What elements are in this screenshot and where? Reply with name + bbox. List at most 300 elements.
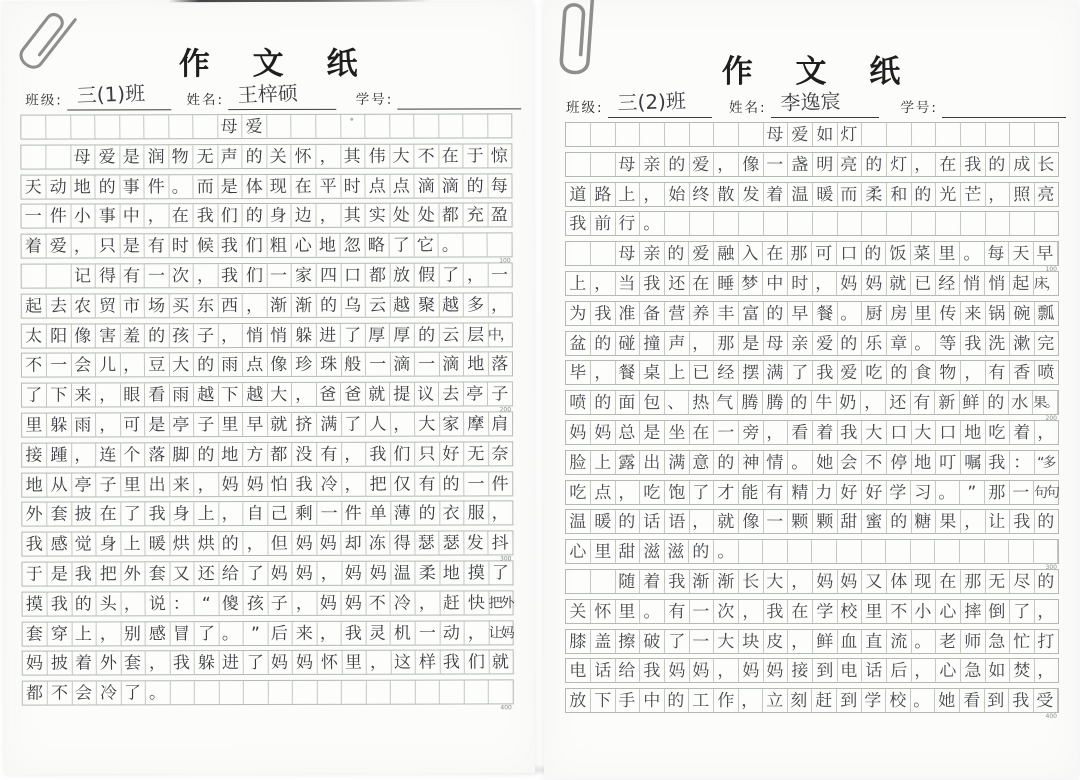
- grid-row: [22, 680, 514, 712]
- char-cell: ，: [341, 472, 366, 495]
- char-cell: 我: [22, 533, 47, 556]
- char-cell: 充: [463, 204, 488, 227]
- grid-row: [565, 658, 1059, 683]
- char-cell: ，: [689, 510, 714, 533]
- char-cell: 只: [415, 442, 440, 465]
- name-underline: [771, 88, 879, 118]
- char-cell: 的: [144, 324, 169, 347]
- char-cell: 我: [72, 562, 97, 585]
- char-cell: 心: [936, 600, 961, 623]
- char-cell: ，: [366, 651, 391, 674]
- char-cell: 饭: [886, 242, 911, 265]
- char-cell: 雨: [71, 413, 96, 436]
- student-id-label: 学号:: [355, 91, 394, 108]
- char-cell: 进: [316, 323, 341, 346]
- char-cell: 糖: [911, 510, 936, 533]
- char-cell: 包: [640, 391, 665, 414]
- char-cell: 不: [47, 682, 72, 705]
- char-cell: 富: [739, 302, 764, 325]
- char-cell: 羞: [120, 324, 145, 347]
- char-cell: 受: [1033, 689, 1058, 712]
- char-cell: 话: [862, 659, 887, 682]
- char-cell: [243, 681, 268, 704]
- char-cell: 满: [317, 413, 342, 436]
- char-cell: 无: [193, 145, 218, 168]
- char-cell: ，: [960, 510, 985, 533]
- char-cell: 路: [591, 183, 616, 206]
- char-cell: 经: [935, 272, 960, 295]
- char-cell: 渐: [267, 294, 292, 317]
- char-cell: 床，: [1033, 275, 1058, 293]
- char-cell: 爱: [689, 153, 714, 176]
- char-cell: 叮: [936, 451, 961, 474]
- char-cell: 提: [389, 383, 414, 406]
- page-title: 作 文 纸: [178, 45, 374, 83]
- char-cell: 服: [464, 502, 489, 525]
- char-cell: ，: [491, 295, 509, 316]
- char-cell: 神: [739, 451, 764, 474]
- char-cell: 来: [960, 302, 985, 325]
- char-cell: [268, 681, 293, 704]
- char-cell: 锅: [985, 302, 1010, 325]
- char-cell: 的: [242, 145, 267, 168]
- char-cell: 终: [689, 183, 714, 206]
- char-cell: 后: [268, 621, 293, 644]
- char-cell: 这: [391, 651, 416, 674]
- char-cell: 们: [464, 651, 489, 674]
- grid-row: [565, 241, 1059, 274]
- char-cell: 早: [1033, 242, 1058, 265]
- char-cell: 的: [414, 323, 439, 346]
- char-cell: 越: [390, 293, 415, 316]
- student-id-field: [356, 83, 522, 109]
- char-cell: [910, 540, 935, 563]
- char-cell: 地: [911, 451, 936, 474]
- char-cell: ，: [1037, 661, 1055, 682]
- char-cell: 直: [862, 629, 887, 652]
- char-cell: 坐: [665, 421, 690, 444]
- char-cell: 经: [714, 361, 739, 384]
- char-cell: [714, 212, 739, 235]
- char-cell: 方: [243, 443, 268, 466]
- char-cell: 子: [96, 473, 121, 496]
- char-cell: 乌: [341, 293, 366, 316]
- char-cell: 母: [70, 145, 95, 168]
- char-cell: 贸: [95, 294, 120, 317]
- char-cell: [267, 115, 292, 138]
- char-cell: 为: [566, 302, 591, 325]
- char-cell: 上: [566, 272, 591, 295]
- char-cell: 的: [615, 510, 640, 533]
- char-cell: [738, 540, 763, 563]
- char-cell: 是: [120, 145, 145, 168]
- char-cell: 的: [664, 242, 689, 265]
- char-cell: 在: [96, 503, 121, 526]
- char-cell: 接: [22, 443, 47, 466]
- char-cell: 碗: [1010, 302, 1035, 325]
- char-cell: 口: [886, 421, 911, 444]
- char-cell: 满: [665, 451, 690, 474]
- class-underline: [67, 80, 171, 110]
- char-cell: 脚: [169, 443, 194, 466]
- char-cell: 市: [120, 294, 145, 317]
- char-cell: [119, 115, 144, 138]
- char-cell: 到: [836, 689, 861, 712]
- char-cell: 块: [739, 629, 764, 652]
- char-cell: 母: [218, 115, 243, 138]
- char-cell: 道: [566, 183, 591, 206]
- char-cell: 子: [268, 592, 293, 615]
- char-cell: ，: [292, 592, 317, 615]
- char-cell: [566, 242, 591, 265]
- char-cell: 的: [886, 361, 911, 384]
- char-cell: 怀: [317, 651, 342, 674]
- char-cell: 说: [145, 592, 170, 615]
- char-cell: 我: [218, 234, 243, 257]
- char-cell: 孩: [243, 592, 268, 615]
- char-cell: 去: [46, 294, 71, 317]
- char-cell: 四: [316, 264, 341, 287]
- char-cell: 已: [689, 361, 714, 384]
- char-cell: 眼: [120, 383, 145, 406]
- char-cell: 厨: [862, 302, 887, 325]
- char-cell: ，: [194, 264, 219, 287]
- char-cell: [640, 123, 665, 146]
- grid-row: [21, 322, 513, 348]
- char-cell: 温: [788, 183, 813, 206]
- char-cell: 我: [440, 651, 465, 674]
- char-cell: 假: [414, 264, 439, 287]
- char-cell: 声: [665, 332, 690, 355]
- char-cell: 的: [194, 443, 219, 466]
- char-cell: ，: [219, 502, 244, 525]
- char-cell: [862, 212, 887, 235]
- char-cell: ，: [317, 562, 342, 585]
- char-cell: 大: [169, 353, 194, 376]
- char-cell: 妈: [268, 562, 293, 585]
- char-cell: 妈: [591, 421, 616, 444]
- char-cell: [194, 681, 219, 704]
- char-cell: [591, 242, 616, 265]
- char-cell: 的: [95, 175, 120, 198]
- header-fields: [566, 88, 1066, 118]
- char-cell: 多: [464, 293, 489, 316]
- char-cell: 。: [911, 332, 936, 355]
- char-cell: 落: [145, 443, 170, 466]
- char-cell: 了: [341, 413, 366, 436]
- char-cell: 人: [366, 413, 391, 436]
- char-cell: 里: [862, 600, 887, 623]
- grid-row: [565, 301, 1059, 326]
- grid-row: [21, 292, 513, 318]
- char-cell: 妈: [366, 562, 391, 585]
- char-cell: 乐: [862, 332, 887, 355]
- char-cell: 养: [689, 302, 714, 325]
- char-cell: 越: [193, 383, 218, 406]
- char-cell: 渐: [689, 570, 714, 593]
- char-cell: 下: [591, 689, 616, 712]
- char-cell: 的: [664, 689, 689, 712]
- class-label: 班级:: [566, 100, 604, 116]
- char-cell: 灯: [886, 153, 911, 176]
- char-cell: 一: [714, 421, 739, 444]
- char-cell: 早: [243, 413, 268, 436]
- char-cell: [591, 570, 616, 593]
- char-cell: 是: [218, 175, 243, 198]
- char-cell: [170, 681, 195, 704]
- char-cell: 餐: [615, 361, 640, 384]
- char-cell: 果: [936, 510, 961, 533]
- char-cell: 放: [566, 689, 591, 712]
- char-cell: 妈: [317, 591, 342, 614]
- char-cell: 妈: [293, 651, 318, 674]
- char-cell: ，: [1037, 422, 1055, 444]
- char-cell: 行: [615, 212, 640, 235]
- char-cell: 躲: [47, 413, 72, 436]
- char-cell: 校: [886, 689, 911, 712]
- char-cell: 她: [813, 451, 838, 474]
- char-cell: 有: [910, 391, 935, 414]
- char-cell: 完: [1037, 333, 1055, 354]
- char-cell: ，: [120, 354, 145, 377]
- char-cell: 着: [812, 421, 837, 444]
- char-cell: 于: [463, 144, 488, 167]
- char-cell: 怀: [291, 145, 316, 168]
- char-cell: 。: [910, 689, 935, 712]
- char-cell: ，: [194, 473, 219, 496]
- char-cell: 点: [591, 480, 616, 503]
- char-cell: 里: [218, 413, 243, 436]
- char-cell: [464, 681, 489, 704]
- char-cell: [689, 123, 714, 146]
- char-cell: 们: [243, 264, 268, 287]
- char-cell: 件: [341, 502, 366, 525]
- char-cell: 来: [292, 621, 317, 644]
- char-cell: 是: [120, 234, 145, 257]
- char-cell: 忙: [1010, 629, 1035, 652]
- char-cell: 。: [935, 480, 960, 503]
- char-cell: 上: [120, 532, 145, 555]
- grid-row: [565, 152, 1059, 177]
- grid-row: [565, 122, 1059, 147]
- char-cell: 动: [46, 175, 71, 198]
- char-cell: [439, 114, 464, 137]
- char-cell: 旁: [739, 421, 764, 444]
- char-cell: 中: [120, 205, 145, 228]
- grid-row: [565, 420, 1059, 445]
- char-cell: 的: [194, 353, 219, 376]
- char-cell: 不: [414, 144, 439, 167]
- char-cell: 母: [615, 153, 640, 176]
- char-cell: 如: [812, 123, 837, 146]
- char-cell: 在: [936, 570, 961, 593]
- class-field: [566, 88, 712, 118]
- char-cell: 好: [837, 480, 862, 503]
- char-cell: 略: [365, 234, 390, 257]
- char-cell: [566, 153, 591, 176]
- char-cell: ，: [911, 659, 936, 682]
- char-cell: [1034, 123, 1058, 146]
- word-count-marker: 100: [1045, 266, 1057, 274]
- char-cell: 体: [886, 570, 911, 593]
- char-cell: 满: [763, 361, 788, 384]
- char-cell: 已: [911, 272, 936, 295]
- char-cell: ：: [1010, 451, 1035, 474]
- grid-row: [565, 569, 1059, 594]
- char-cell: [566, 570, 591, 593]
- char-cell: 家: [439, 412, 464, 435]
- grid-row: [21, 411, 513, 437]
- char-cell: 我: [342, 621, 367, 644]
- char-cell: 薄: [391, 502, 416, 525]
- char-cell: 只: [95, 234, 120, 257]
- grid-row: [22, 620, 514, 646]
- char-cell: 我: [193, 205, 218, 228]
- char-cell: 小: [911, 600, 936, 623]
- name-value-handwriting: 李逸宸: [779, 88, 841, 116]
- char-cell: 伟: [365, 144, 390, 167]
- grid-row: [565, 182, 1059, 207]
- char-cell: 的: [787, 391, 812, 414]
- char-cell: ，: [491, 503, 510, 524]
- char-cell: 都: [365, 264, 390, 287]
- char-cell: 聚: [414, 293, 439, 316]
- char-cell: 了: [22, 384, 47, 407]
- char-cell: 气: [713, 391, 738, 414]
- char-cell: [689, 212, 714, 235]
- char-cell: 丰: [714, 302, 739, 325]
- char-cell: 爸: [316, 383, 341, 406]
- char-cell: 力: [812, 480, 837, 503]
- char-cell: 妈: [739, 659, 764, 682]
- char-cell: [763, 540, 788, 563]
- char-cell: 鲜: [959, 391, 984, 414]
- grid-row: [565, 211, 1059, 236]
- char-cell: 放: [390, 264, 415, 287]
- char-cell: 我: [640, 272, 665, 295]
- char-cell: 到: [812, 659, 837, 682]
- char-cell: 冷: [96, 682, 121, 705]
- student-id-field: [900, 92, 1066, 118]
- char-cell: 让妈: [488, 624, 513, 641]
- char-cell: 己: [268, 502, 293, 525]
- char-cell: 妈: [861, 272, 886, 295]
- char-cell: 妈: [837, 570, 862, 593]
- char-cell: 接: [788, 659, 813, 682]
- char-cell: 场: [144, 294, 169, 317]
- char-cell: 我: [960, 332, 985, 355]
- char-cell: 和: [886, 183, 911, 206]
- char-cell: [366, 681, 391, 704]
- word-count-marker: 400: [500, 704, 512, 712]
- char-cell: 流: [886, 629, 911, 652]
- char-cell: 点: [390, 174, 415, 197]
- char-cell: 长: [1037, 154, 1055, 175]
- char-cell: 天: [1009, 242, 1034, 265]
- char-cell: ，: [615, 480, 640, 503]
- char-cell: 次: [169, 264, 194, 287]
- char-cell: 次: [714, 600, 739, 623]
- char-cell: 头: [96, 592, 121, 615]
- char-cell: ，: [960, 361, 985, 384]
- char-cell: 刻: [787, 689, 812, 712]
- grid-row: [565, 599, 1059, 624]
- char-cell: [985, 123, 1010, 146]
- char-cell: ，: [788, 629, 813, 652]
- char-cell: 焚: [1010, 659, 1035, 682]
- char-cell: [487, 233, 512, 256]
- char-cell: 有: [763, 480, 788, 503]
- char-cell: 、: [664, 391, 689, 414]
- char-cell: “多: [1037, 454, 1055, 471]
- char-cell: [984, 540, 1009, 563]
- char-cell: 一: [689, 629, 714, 652]
- char-cell: 嘱: [960, 451, 985, 474]
- char-cell: 妈: [342, 562, 367, 585]
- char-cell: 了: [243, 562, 268, 585]
- char-cell: 果。: [1033, 391, 1058, 414]
- grid-row: [565, 509, 1059, 534]
- char-cell: 的: [1037, 571, 1055, 592]
- char-cell: 是: [640, 421, 665, 444]
- char-cell: 那: [985, 480, 1010, 503]
- char-cell: [813, 212, 838, 235]
- char-cell: 发: [463, 531, 488, 554]
- char-cell: 给: [219, 562, 244, 585]
- char-cell: 的: [714, 451, 739, 474]
- char-cell: 是: [47, 562, 72, 585]
- char-cell: 滴: [439, 353, 464, 376]
- char-cell: 立: [763, 689, 788, 712]
- char-cell: 实: [365, 204, 390, 227]
- char-cell: 看: [788, 421, 813, 444]
- char-cell: [763, 212, 788, 235]
- char-cell: 踵: [47, 443, 72, 466]
- char-cell: 传: [936, 302, 961, 325]
- char-cell: 学: [886, 480, 911, 503]
- char-cell: 了: [492, 563, 510, 584]
- char-cell: 中: [763, 272, 788, 295]
- char-cell: 一: [1009, 480, 1034, 503]
- char-cell: [46, 265, 71, 288]
- char-cell: 当: [615, 272, 640, 295]
- char-cell: 颗: [813, 510, 838, 533]
- char-cell: 照: [1010, 183, 1035, 206]
- char-cell: 披: [47, 652, 72, 675]
- char-cell: 一: [365, 353, 390, 376]
- char-cell: 亭: [463, 383, 488, 406]
- char-cell: 地: [219, 443, 244, 466]
- char-cell: 里: [935, 242, 960, 265]
- char-cell: 前: [591, 212, 616, 235]
- char-cell: 得: [95, 264, 120, 287]
- char-cell: 处: [390, 204, 415, 227]
- char-cell: 一: [46, 354, 71, 377]
- char-cell: 我: [47, 592, 72, 615]
- char-cell: 下: [218, 383, 243, 406]
- char-cell: 的: [861, 242, 886, 265]
- char-cell: ，: [911, 153, 936, 176]
- char-cell: 在: [936, 153, 961, 176]
- char-cell: 她: [935, 689, 960, 712]
- class-field: [25, 80, 171, 110]
- char-cell: 个: [120, 443, 145, 466]
- char-cell: 柔: [862, 183, 887, 206]
- char-cell: 作: [714, 689, 739, 712]
- char-cell: ，: [464, 263, 489, 286]
- char-cell: ，: [145, 652, 170, 675]
- char-cell: 滴: [439, 174, 464, 197]
